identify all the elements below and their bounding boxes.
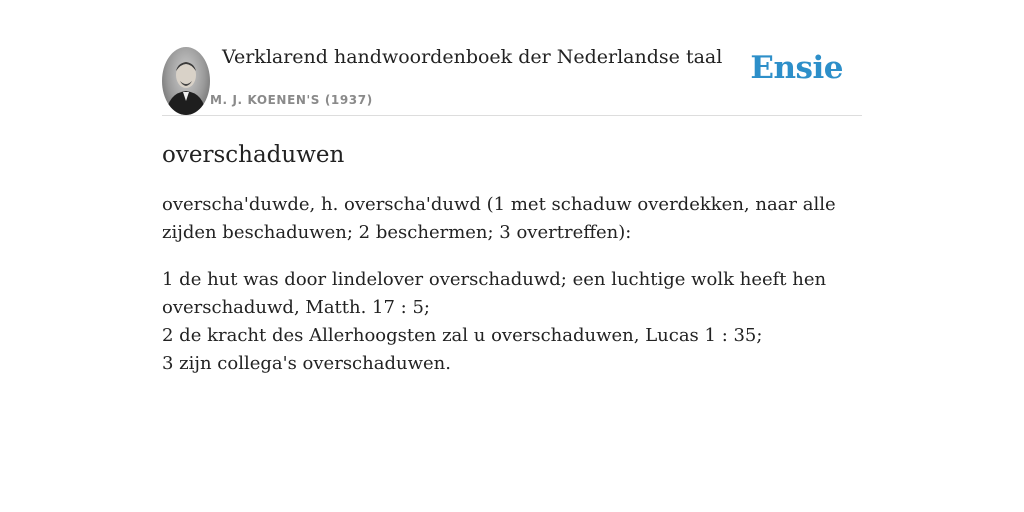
example-item: 1 de hut was door lindelover overschaduwd; een luchtige wolk heeft hen overschaduwd, Matth. 17 : 5; (162, 269, 827, 318)
example-item: 2 de kracht des Allerhoogsten zal u overschaduwen, Lucas 1 : 35; (162, 325, 763, 346)
author-label: M. J. KOENEN'S (1937) (210, 93, 373, 107)
headword: overschaduwen (162, 142, 345, 168)
author-portrait (162, 47, 210, 115)
book-title: Verklarend handwoordenboek der Nederlandse taal (222, 46, 723, 68)
examples (162, 266, 862, 378)
page (162, 0, 862, 378)
example-item: 3 zijn collega's overschaduwen. (162, 353, 451, 374)
definition: overscha'duwde, h. overscha'duwd (1 met schaduw overdekken, naar alle zijden beschaduwen; 2 beschermen; 3 overtreffen): (162, 194, 836, 243)
header (162, 0, 862, 116)
ensie-logo-link[interactable]: Ensie (750, 50, 843, 86)
